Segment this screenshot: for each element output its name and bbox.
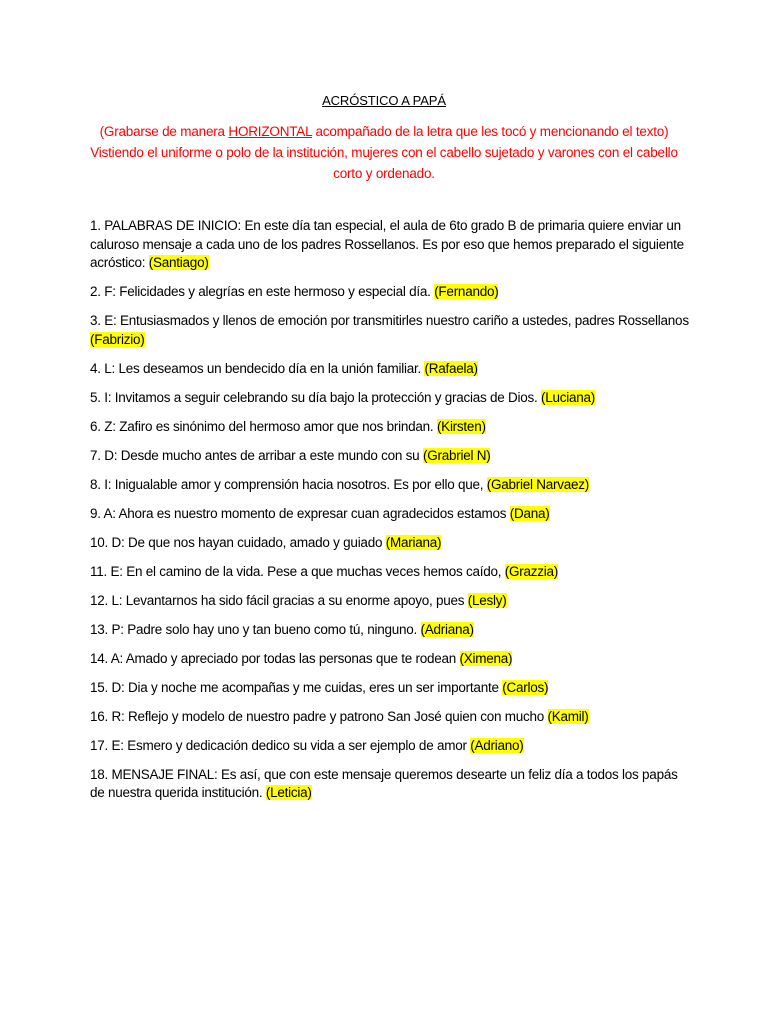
student-name-highlight: (Grazzia) (504, 563, 559, 579)
acrostic-item (90, 505, 690, 524)
student-name-highlight: (Adriana) (420, 621, 474, 637)
acrostic-line-text: 14. A: Amado y apreciado por todas las personas que te rodean (90, 650, 460, 666)
acrostic-item (90, 621, 690, 640)
acrostic-line-text: 9. A: Ahora es nuestro momento de expresar cuan agradecidos estamos (90, 505, 510, 521)
acrostic-line-text: 5. I: Invitamos a seguir celebrando su día bajo la protección y gracias de Dios. (90, 389, 542, 405)
student-name-highlight: (Kirsten) (436, 418, 486, 434)
acrostic-line-text: 13. P: Padre solo hay uno y tan bueno como tú, ninguno. (90, 621, 421, 637)
acrostic-item (90, 766, 690, 803)
acrostic-item (90, 708, 690, 727)
acrostic-line-text: 1. PALABRAS DE INICIO: En este día tan especial, el aula de 6to grado B de primaria quiere enviar un caluroso mensaje a cada uno de los padres Rossellanos. Es por eso que hemos preparado el siguiente acróstico: (90, 218, 684, 270)
student-name-highlight: (Carlos) (502, 679, 549, 695)
acrostic-item (90, 592, 690, 611)
acrostic-line-text: 12. L: Levantarnos ha sido fácil gracias a su enorme apoyo, pues (90, 592, 468, 608)
acrostic-item (90, 418, 690, 437)
acrostic-line-text: 15. D: Dia y noche me acompañas y me cuidas, eres un ser importante (90, 679, 503, 695)
acrostic-line-text: 16. R: Reflejo y modelo de nuestro padre y patrono San José quien con mucho (90, 708, 548, 724)
acrostic-item (90, 650, 690, 669)
acrostic-item (90, 447, 690, 466)
acrostic-item (90, 534, 690, 553)
recording-instructions (86, 121, 682, 184)
acrostic-item (90, 476, 690, 495)
student-name-highlight: (Rafaela) (424, 360, 478, 376)
acrostic-item (90, 389, 690, 408)
student-name-highlight: (Kamil) (547, 708, 589, 724)
acrostic-line-text: 3. E: Entusiasmados y llenos de emoción por transmitirles nuestro cariño a ustedes, padres Rossellanos (90, 313, 689, 328)
acrostic-line-text: 4. L: Les deseamos un bendecido día en la unión familiar. (90, 360, 425, 376)
acrostic-item (90, 563, 690, 582)
student-name-highlight: (Gabriel Narvaez) (486, 476, 590, 492)
student-name-highlight: (Fernando) (434, 284, 499, 299)
acrostic-list (90, 217, 690, 813)
student-name-highlight: (Adriano) (470, 737, 524, 753)
acrostic-line-text: 10. D: De que nos hayan cuidado, amado y guiado (90, 534, 386, 550)
student-name-highlight: (Mariana) (385, 534, 442, 550)
student-name-highlight: (Luciana) (541, 389, 596, 405)
instructions-part2: acompañado de la letra que les tocó y mencionando el texto) Vistiendo el uniforme o polo de la institución, mujeres con el cabello sujetado y varones con el cabello corto y ordenado. (90, 124, 678, 181)
student-name-highlight: (Dana) (509, 505, 550, 521)
acrostic-line-text: 2. F: Felicidades y alegrías en este hermoso y especial día. (90, 284, 435, 299)
acrostic-item (90, 737, 690, 756)
acrostic-item (90, 312, 690, 349)
acrostic-line-text: 18. MENSAJE FINAL: Es así, que con este mensaje queremos desearte un feliz día a todos los papás de nuestra querida institución. (90, 766, 678, 800)
acrostic-item (90, 217, 690, 273)
acrostic-item (90, 360, 690, 379)
student-name-highlight: (Leticia) (265, 785, 312, 800)
acrostic-line-text: 6. Z: Zafiro es sinónimo del hermoso amor que nos brindan. (90, 418, 437, 434)
acrostic-line-text: 17. E: Esmero y dedicación dedico su vida a ser ejemplo de amor (90, 737, 471, 753)
student-name-highlight: (Ximena) (459, 650, 513, 666)
document-title: ACRÓSTICO A PAPÁ (322, 93, 446, 108)
student-name-highlight: (Fabrizio) (90, 331, 145, 347)
acrostic-item (90, 679, 690, 698)
instructions-part1: (Grabarse de manera (99, 124, 229, 139)
acrostic-line-text: 11. E: En el camino de la vida. Pese a que muchas veces hemos caído, (90, 563, 505, 579)
instructions-emphasis: HORIZONTAL (228, 124, 312, 139)
acrostic-line-text: 8. I: Inigualable amor y comprensión hacia nosotros. Es por ello que, (90, 476, 487, 492)
student-name-highlight: (Grabriel N) (422, 447, 491, 463)
student-name-highlight: (Santiago) (148, 255, 209, 270)
acrostic-line-text: 7. D: Desde mucho antes de arribar a este mundo con su (90, 447, 423, 463)
student-name-highlight: (Lesly) (467, 592, 507, 608)
acrostic-item (90, 283, 690, 302)
